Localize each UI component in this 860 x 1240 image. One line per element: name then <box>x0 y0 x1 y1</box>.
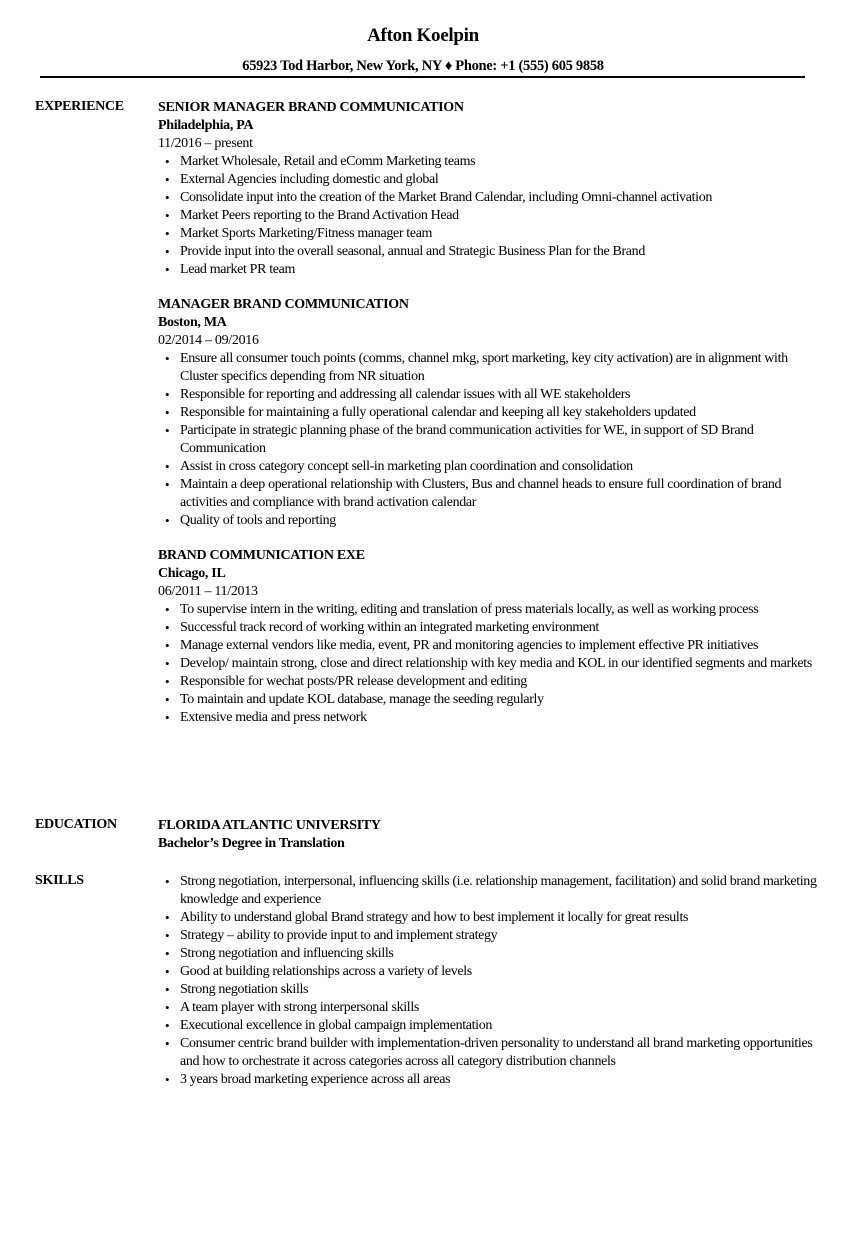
bullet-item: • Extensive media and press network <box>158 709 818 727</box>
skill-item: • Strategy – ability to provide input to and implement strategy <box>158 927 818 945</box>
skill-item: • Consumer centric brand builder with implementation-driven personality to understand all brand marketing opportunities and how to orchestrate it across categories across all category distribution channels <box>158 1035 818 1071</box>
contact-line: 65923 Tod Harbor, New York, NY ♦ Phone: +1 (555) 605 9858 <box>242 58 604 74</box>
skill-item: • Ability to understand global Brand strategy and how to best implement it locally for great results <box>158 909 818 927</box>
experience-content <box>158 99 818 744</box>
bullet-item: • Manage external vendors like media, event, PR and monitoring agencies to implement effective PR initiatives <box>158 637 818 655</box>
skill-item: • Strong negotiation skills <box>158 981 818 999</box>
bullet-item: • Consolidate input into the creation of the Market Brand Calendar, including Omni-channel activation <box>158 189 818 207</box>
skills-content <box>158 873 818 1089</box>
job-dates: 06/2011 – 11/2013 <box>158 584 258 599</box>
job-bullets <box>158 350 818 530</box>
job-dates: 11/2016 – present <box>158 136 253 151</box>
candidate-name: Afton Koelpin <box>367 25 479 46</box>
bullet-item: • Market Peers reporting to the Brand Activation Head <box>158 207 818 225</box>
bullet-item: • Lead market PR team <box>158 261 818 279</box>
bullet-item: • Quality of tools and reporting <box>158 512 818 530</box>
bullet-item: • Ensure all consumer touch points (comms, channel mkg, sport marketing, key city activation) are in alignment with Cluster specifics depending from NR situation <box>158 350 818 386</box>
bullet-item: • Provide input into the overall seasonal, annual and Strategic Business Plan for the Brand <box>158 243 818 261</box>
bullet-item: • To supervise intern in the writing, editing and translation of press materials locally, as well as working process <box>158 601 818 619</box>
skill-item: • Executional excellence in global campaign implementation <box>158 1017 818 1035</box>
job-bullets <box>158 153 818 279</box>
job-dates: 02/2014 – 09/2016 <box>158 333 259 348</box>
bullet-item: • Responsible for reporting and addressing all calendar issues with all WE stakeholders <box>158 386 818 404</box>
job-title: MANAGER BRAND COMMUNICATION <box>158 297 409 312</box>
skill-item: • A team player with strong interpersonal skills <box>158 999 818 1017</box>
job-title: BRAND COMMUNICATION EXE <box>158 548 365 563</box>
job-entry <box>158 296 818 530</box>
bullet-item: • Develop/ maintain strong, close and direct relationship with key media and KOL in our identified segments and markets <box>158 655 818 673</box>
section-label-education: EDUCATION <box>35 817 117 832</box>
job-location: Chicago, IL <box>158 566 226 581</box>
bullet-item: • Assist in cross category concept sell-in marketing plan coordination and consolidation <box>158 458 818 476</box>
degree: Bachelor’s Degree in Translation <box>158 836 345 851</box>
bullet-item: • Successful track record of working within an integrated marketing environment <box>158 619 818 637</box>
bullet-item: • Participate in strategic planning phase of the brand communication activities for WE, in support of SD Brand Communication <box>158 422 818 458</box>
bullet-item: • Market Sports Marketing/Fitness manager team <box>158 225 818 243</box>
skill-item: • Strong negotiation, interpersonal, influencing skills (i.e. relationship management, facilitation) and solid brand marketing knowledge and experience <box>158 873 818 909</box>
job-title: SENIOR MANAGER BRAND COMMUNICATION <box>158 100 464 115</box>
bullet-item: • Responsible for maintaining a fully operational calendar and keeping all key stakeholders updated <box>158 404 818 422</box>
skill-item: • Strong negotiation and influencing skills <box>158 945 818 963</box>
skill-item: • Good at building relationships across a variety of levels <box>158 963 818 981</box>
header-divider <box>40 76 805 78</box>
bullet-item: • Maintain a deep operational relationship with Clusters, Bus and channel heads to ensure full coordination of brand activities and compliance with brand activation calendar <box>158 476 818 512</box>
job-entry <box>158 99 818 279</box>
section-label-skills: SKILLS <box>35 873 84 888</box>
job-location: Boston, MA <box>158 315 227 330</box>
education-content <box>158 817 818 853</box>
skill-item: • 3 years broad marketing experience across all areas <box>158 1071 818 1089</box>
job-location: Philadelphia, PA <box>158 118 254 133</box>
bullet-item: • Market Wholesale, Retail and eComm Marketing teams <box>158 153 818 171</box>
skills-list <box>158 873 818 1089</box>
bullet-item: • To maintain and update KOL database, manage the seeding regularly <box>158 691 818 709</box>
bullet-item: • Responsible for wechat posts/PR release development and editing <box>158 673 818 691</box>
school-name: FLORIDA ATLANTIC UNIVERSITY <box>158 818 381 833</box>
job-entry <box>158 547 818 727</box>
job-bullets <box>158 601 818 727</box>
bullet-item: • External Agencies including domestic and global <box>158 171 818 189</box>
section-label-experience: EXPERIENCE <box>35 99 124 114</box>
